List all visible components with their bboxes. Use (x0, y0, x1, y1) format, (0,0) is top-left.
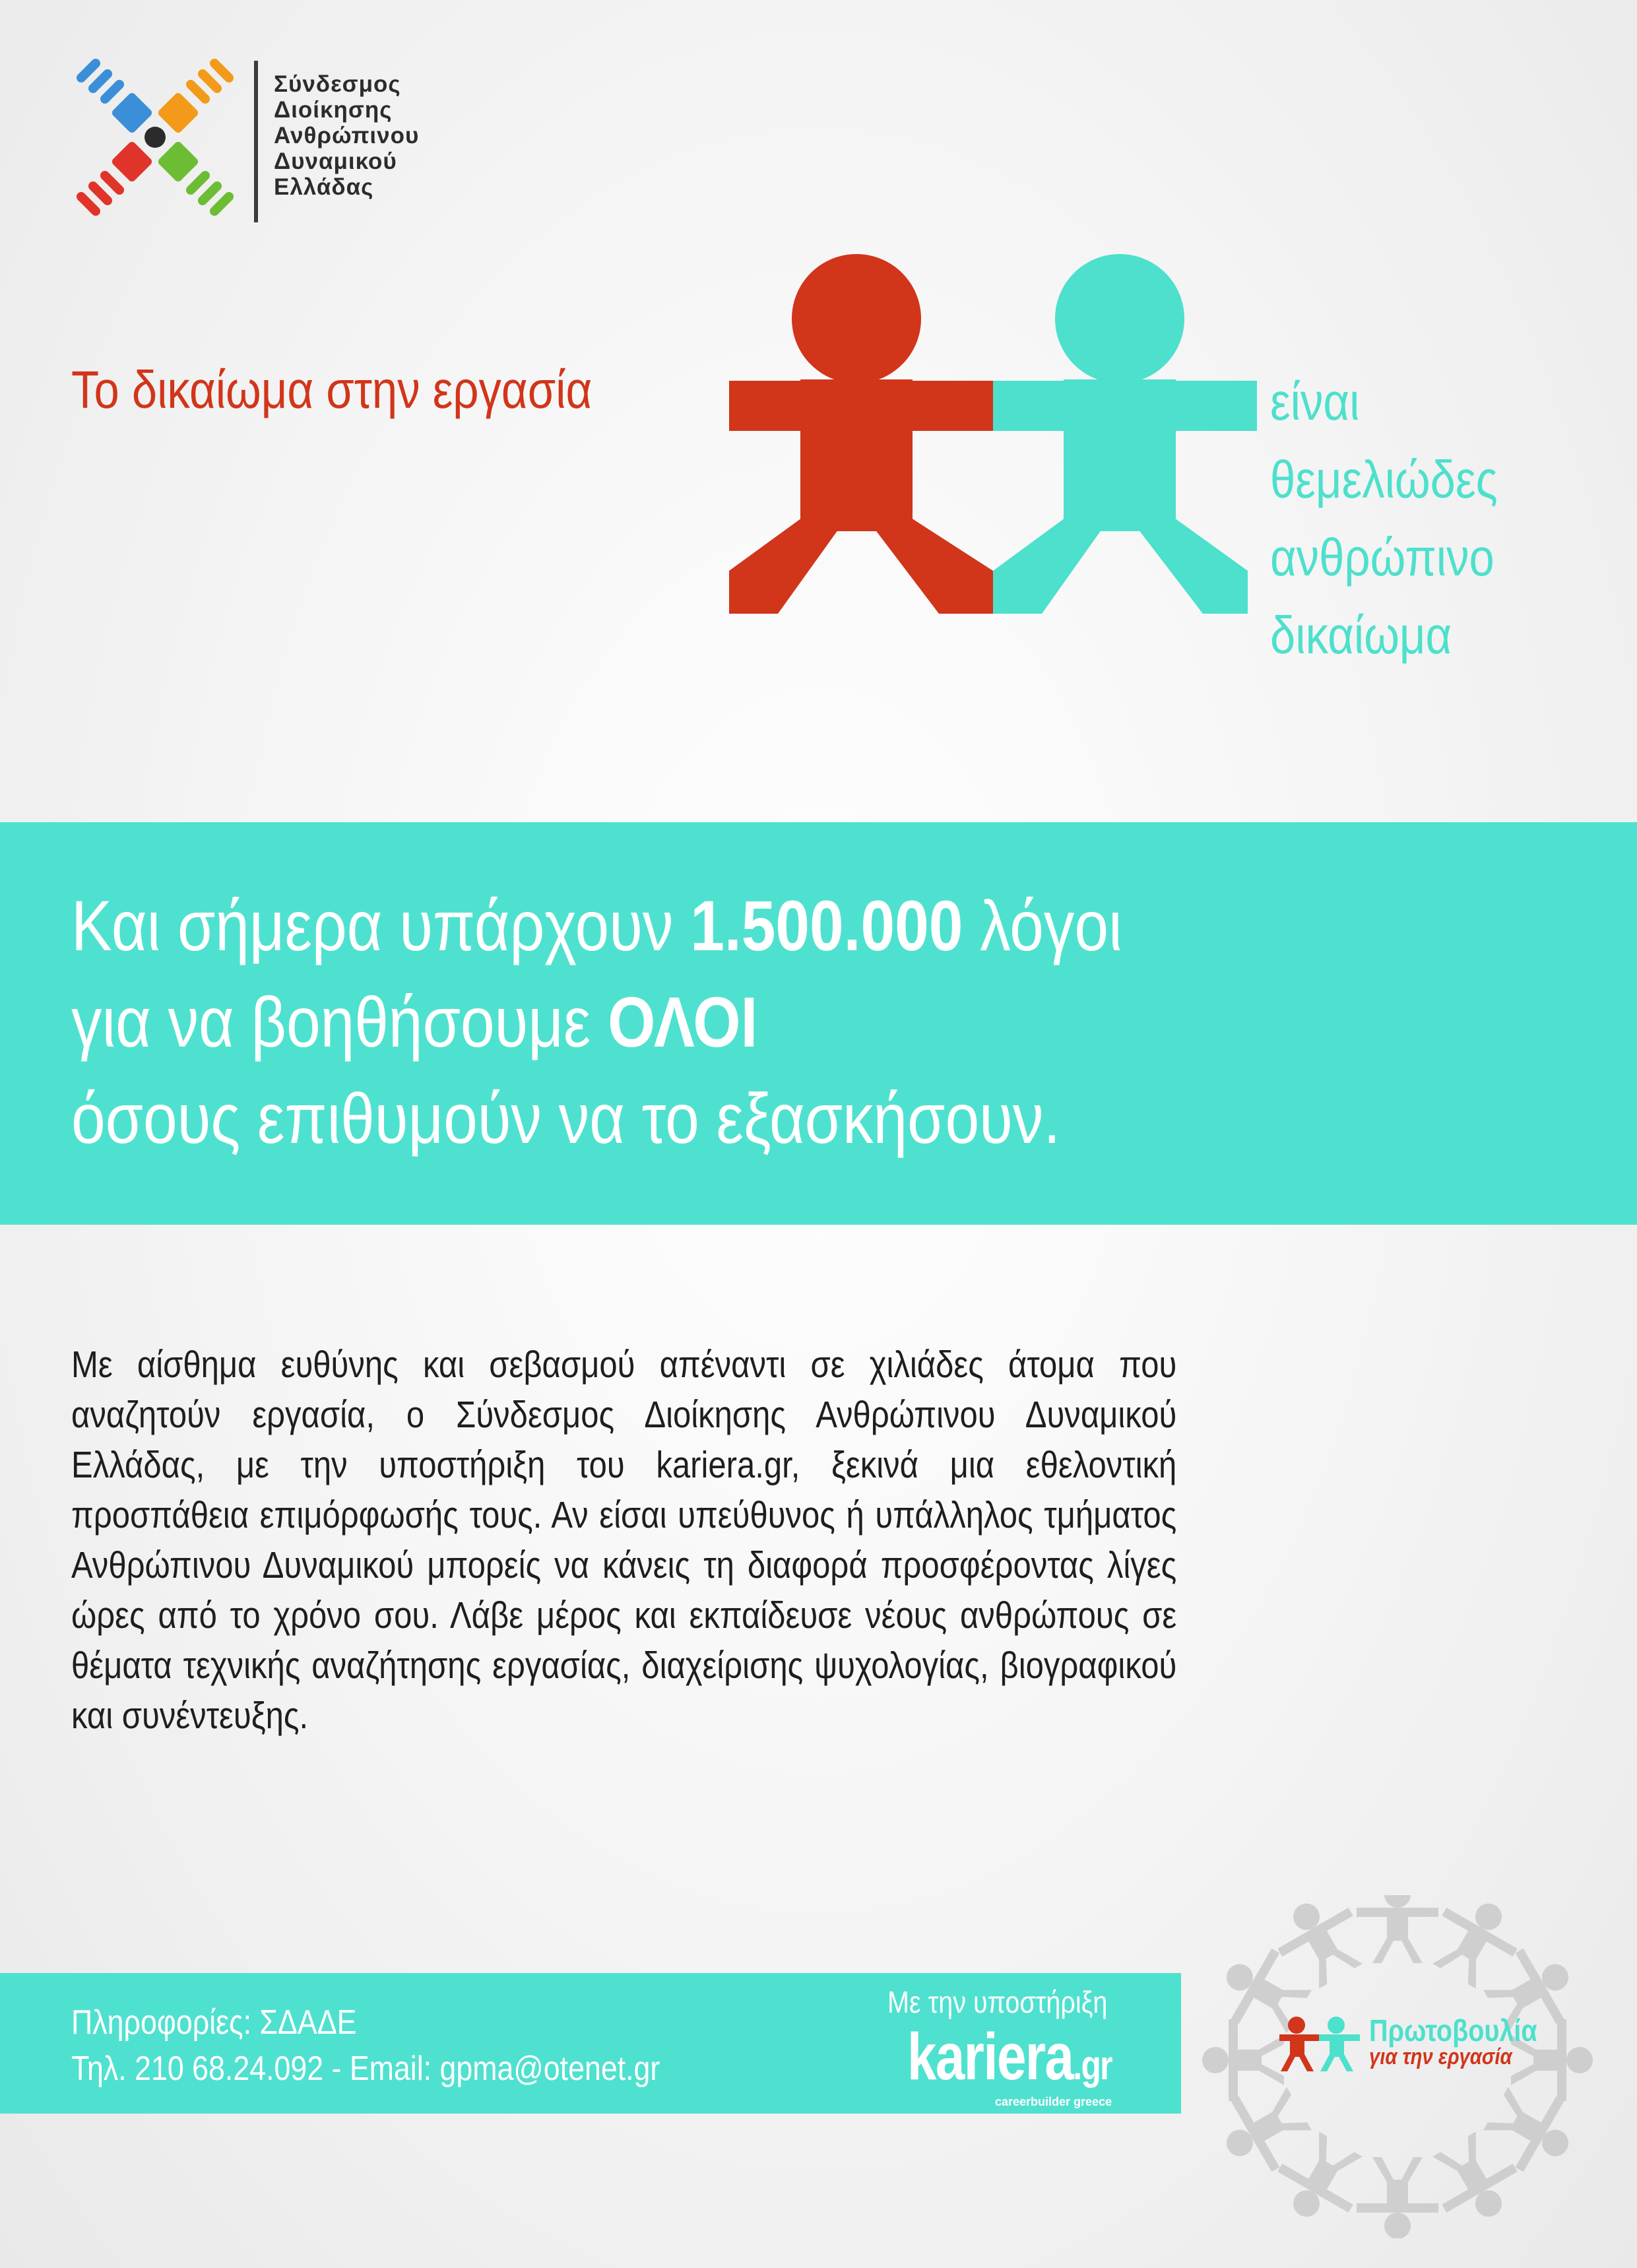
banner-line-3: όσους επιθυμούν να το εξασκήσουν. (71, 1078, 1061, 1158)
kariera-logo-suffix: .gr (1073, 2043, 1112, 2089)
ring-figure (1357, 2157, 1438, 2238)
ring-figure (1357, 1895, 1438, 1963)
logo-divider (254, 61, 258, 222)
two-figures-icon (729, 254, 1257, 624)
contact-info (71, 1999, 660, 2092)
banner-text-part: για να βοηθήσουμε (71, 982, 608, 1062)
ring-figure (1264, 2123, 1376, 2235)
association-name-line: Ελλάδας (274, 174, 374, 200)
association-name-line: Διοίκησης (274, 97, 393, 123)
support-label: Με την υποστήριξη (887, 1985, 1108, 2019)
contact-info-line[interactable]: Τηλ. 210 68.24.092 - Email: gpma@otenet.gr (71, 2050, 660, 2088)
association-name-line: Δυναμικού (274, 148, 397, 174)
initiative-subtitle: για την εργασία (1369, 2044, 1512, 2069)
association-name-line: Ανθρώπινου (274, 123, 420, 148)
banner-text (71, 878, 1122, 1167)
ring-figure (1208, 2073, 1320, 2185)
kariera-logo-main: kariera (907, 2020, 1074, 2094)
headline-right-line: δικαίωμα (1270, 606, 1452, 664)
headline-right (1270, 363, 1498, 674)
initiative-title: Πρωτοβουλία (1369, 2013, 1537, 2048)
initiative-figures-icon (1270, 2016, 1369, 2075)
headline-left: Το δικαίωμα στην εργασία (71, 360, 593, 419)
banner-line-2 (71, 974, 1122, 1070)
banner-line-1 (71, 878, 1122, 974)
ring-figure (1419, 2123, 1530, 2235)
headline-right-line: είναι (1270, 372, 1360, 431)
banner-emphasis: ΟΛΟΙ (608, 982, 758, 1062)
association-logo-icon (69, 58, 241, 216)
headline-right-line: θεμελιώδες (1270, 450, 1498, 509)
banner-text-part: Και σήμερα υπάρχουν (71, 886, 691, 965)
kariera-logo[interactable] (907, 2019, 1112, 2095)
ring-figure (1475, 2073, 1587, 2185)
body-paragraph: Με αίσθημα ευθύνης και σεβασμού απέναντι σε χιλιάδες άτομα που αναζητούν εργασία, ο Σύνδεσμος Διοίκησης Ανθρώπινου Δυναμικού Ελλάδας, με την υποστήριξη του kariera.gr, ξεκινά μια εθελοντική προσπάθεια επιμόρφωσής τους. Αν είσαι υπεύθυνος ή υπάλληλος τμήματος Ανθρώπινου Δυναμικού μπορείς να κάνεις τη διαφορά προσφέροντας λίγες ώρες από το χρόνο σου. Λάβε μέρος και εκπαίδευσε νέους ανθρώπους σε θέματα τεχνικής αναζήτησης εργασίας, διαχείρισης ψυχολογίας, βιογραφικού και συνέντευξης. (71, 1344, 1177, 1737)
banner-text-part: λόγοι (963, 886, 1122, 965)
association-name-line: Σύνδεσμος (274, 71, 401, 97)
kariera-tagline: careerbuilder greece (995, 2095, 1112, 2108)
headline-right-line: ανθρώπινο (1270, 528, 1494, 587)
banner-number: 1.500.000 (690, 886, 963, 965)
association-name (274, 71, 419, 200)
contact-info-line: Πληροφορίες: ΣΔΑΔΕ (71, 2003, 357, 2042)
